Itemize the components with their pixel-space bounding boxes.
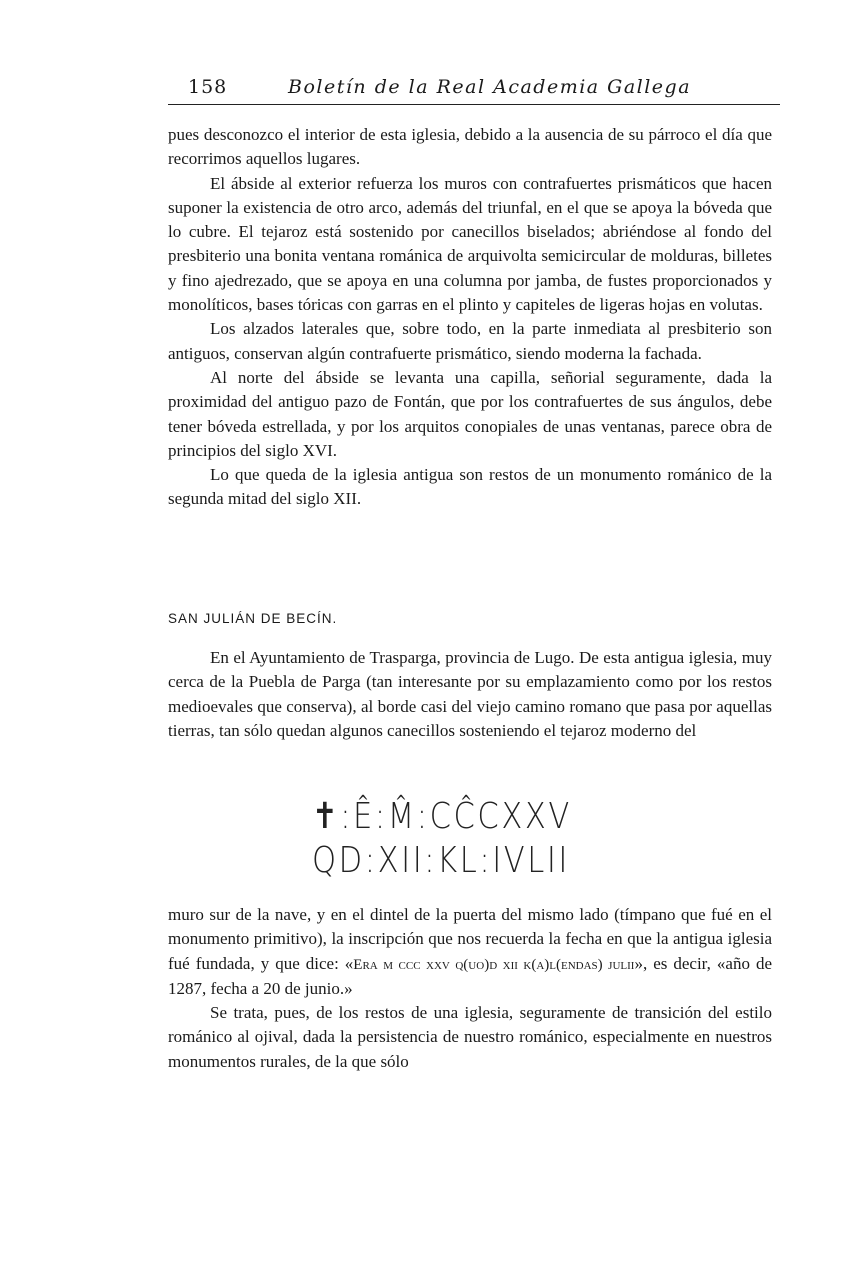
paragraph: Lo que queda de la iglesia antigua son restos de un monumento románico de la segunda mitad del siglo XII. <box>168 465 772 509</box>
inscription-figure <box>312 795 652 883</box>
body-text-bottom <box>168 903 772 1074</box>
body-text-section <box>168 646 772 743</box>
paragraph-text: », es decir, «año de 1287, fecha a 20 de junio.» <box>168 953 772 998</box>
journal-title: Boletín de la Real Academia Gallega <box>288 76 692 98</box>
inscription-line-2: QD:XII:KL:IVLII <box>312 840 571 881</box>
paragraph: En el Ayuntamiento de Trasparga, provincia de Lugo. De esta antigua iglesia, muy cerca de la Puebla de Parga (tan interesante por su emplazamiento como por los restos medioevales que conserva), al borde casi del viejo camino romano que pasa por aquellas tierras, tan sólo quedan algunos canecillos sosteniendo el tejaroz moderno del <box>168 648 772 740</box>
paragraph: pues desconozco el interior de esta iglesia, debido a la ausencia de su párroco el día que recorrimos aquellos lugares. <box>168 125 772 169</box>
paragraph: Los alzados laterales que, sobre todo, en la parte inmediata al presbiterio son antiguos, conservan algún contrafuerte prismático, siendo moderna la fachada. <box>168 319 772 363</box>
section-heading: SAN JULIÁN DE BECÍN. <box>168 611 338 626</box>
running-head <box>168 74 780 105</box>
paragraph <box>168 903 772 1001</box>
body-text-top <box>168 123 772 512</box>
page-number: 158 <box>188 76 228 98</box>
paragraph-text: muro sur de la nave, y en el dintel de la puerta del mismo lado (tímpano que fué en el monumento primitivo), la inscripción que nos recuerda la fecha en que la antigua iglesia fué fundada, y que dice: « <box>168 905 772 973</box>
paragraph: Al norte del ábside se levanta una capilla, señorial seguramente, dada la proximidad del antiguo pazo de Fontán, que por los contrafuertes de sus ángulos, debe tener bóveda estrellada, y por los arquitos conopiales de unas ventanas, parece obra de principios del siglo XVI. <box>168 367 772 460</box>
inscription-transcription: Era m ccc xxv q(uo)d xii k(a)l(endas) julii <box>353 956 635 973</box>
paragraph: Se trata, pues, de los restos de una iglesia, seguramente de transición del estilo románico al ojival, dada la persistencia de nuestro románico, especialmente en nuestros monumentos rurales, de la que sólo <box>168 1003 772 1071</box>
inscription-line-1: ✝:Ê:M̂:CĈCXXV <box>312 796 572 837</box>
paragraph: El ábside al exterior refuerza los muros con contrafuertes prismáticos que hacen suponer la existencia de otro arco, además del triunfal, en el que se apoya la bóveda que lo cubre. El tejaroz está sostenido por canecillos biselados; abriéndose al fondo del presbiterio una bonita ventana románica de arquivolta semicircular de molduras, billetes y fino ajedrezado, que se apoya en una columna por jamba, de fustes proporcionados y monolíticos, bases tóricas con garras en el plinto y capiteles de ligeras hojas en volutas. <box>168 173 772 315</box>
